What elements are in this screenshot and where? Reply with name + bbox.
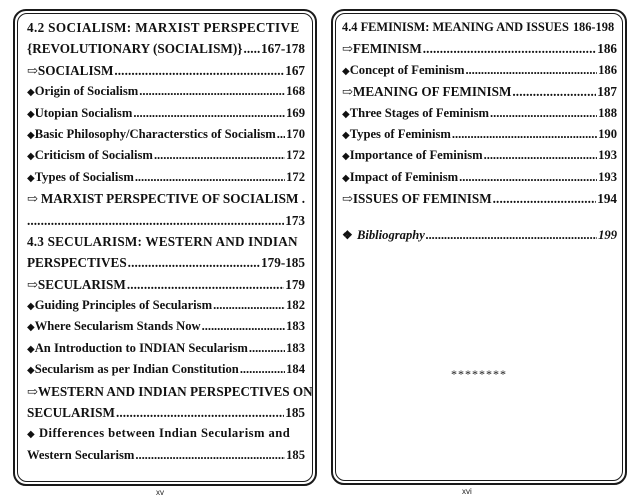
diamond-bullet-icon: ◆ <box>27 129 35 141</box>
section-4-2-subtitle-text: {REVOLUTIONARY (SOCIALISM)} <box>27 41 243 57</box>
toc-entry-page: 183 <box>286 319 305 334</box>
toc-entry-text: Basic Philosophy/Characterstics of Socialism <box>34 126 276 141</box>
diamond-bullet-icon: ◆ <box>342 129 350 141</box>
diamond-bullet-icon: ◆ <box>27 87 35 99</box>
toc-entry-page: 183 <box>286 340 305 355</box>
toc-entry-western-line2: SECULARISM . . . 185 <box>27 402 305 423</box>
dot-leader <box>135 167 285 188</box>
diamond-bullet-icon: ◆ <box>27 429 35 441</box>
toc-entry-text: An Introduction to INDIAN Secularism <box>34 340 248 355</box>
section-4-4-title: 4.4 FEMINISM: MEANING AND ISSUES 186-198 <box>342 17 617 38</box>
toc-entry-text: Importance of Feminism <box>349 148 483 163</box>
end-stars: ******** <box>451 367 507 381</box>
dot-leader <box>133 103 285 124</box>
hollow-right-arrow-icon: ⇨ <box>27 191 38 207</box>
toc-entry-page: 187 <box>597 84 617 100</box>
toc-entry-differences-text: Differences between Indian Secularism and <box>39 426 291 441</box>
toc-entry-page: 170 <box>286 126 305 141</box>
dot-leader <box>512 81 596 102</box>
toc-entry-r-3[interactable] <box>342 103 617 124</box>
toc-entry-a-5[interactable] <box>27 167 305 188</box>
toc-entry-differences-line2: Western Secularism . . . 185 <box>27 445 305 466</box>
dot-leader <box>202 316 285 337</box>
toc-entry-page: 188 <box>598 105 617 120</box>
toc-entry-text: Types of Feminism <box>349 126 451 141</box>
toc-entry-r-1[interactable] <box>342 60 617 81</box>
dot-leader <box>249 338 285 359</box>
toc-entry-text: SOCIALISM <box>37 62 114 78</box>
page-number-left: xv <box>156 488 164 497</box>
toc-entry-western-page: 185 <box>285 405 305 421</box>
toc-entry-bibliography[interactable] <box>342 225 617 246</box>
toc-entry-text: ISSUES OF FEMINISM <box>352 191 492 207</box>
toc-entry-marxist[interactable] <box>27 188 305 209</box>
dot-leader <box>135 445 285 466</box>
toc-entry-text: Concept of Feminism <box>349 62 465 77</box>
toc-entry-differences[interactable] <box>27 423 305 444</box>
diamond-bullet-icon: ◆ <box>27 151 35 163</box>
toc-entry-text: Criticism of Socialism <box>34 148 153 163</box>
section-4-3-subtitle-text: PERSPECTIVES <box>27 255 127 271</box>
toc-entry-bibliography-page: 199 <box>598 227 617 242</box>
toc-entry-page: 182 <box>286 298 305 313</box>
toc-entry-marxist-text: MARXIST PERSPECTIVE OF SOCIALISM . <box>40 191 305 207</box>
diamond-bullet-icon: ◆ <box>27 365 35 377</box>
toc-entry-r-0[interactable] <box>342 38 617 59</box>
toc-entry-a-1[interactable] <box>27 81 305 102</box>
diamond-bullet-icon: ◆ <box>27 172 35 184</box>
dot-leader <box>459 167 597 188</box>
toc-right-content <box>342 17 617 246</box>
toc-entry-bibliography-text: Bibliography <box>356 227 425 242</box>
diamond-bullet-icon: ◆ <box>342 172 350 184</box>
hollow-right-arrow-icon: ⇨ <box>342 41 353 57</box>
diamond-bullet-icon: ◆ <box>27 322 35 334</box>
dot-leader <box>426 225 597 246</box>
dot-leader <box>139 81 285 102</box>
dot-leader <box>484 145 597 166</box>
toc-list-a <box>27 60 305 188</box>
toc-entry-text: Origin of Socialism <box>34 84 139 99</box>
page-number-right: xvi <box>462 487 472 496</box>
hollow-right-arrow-icon: ⇨ <box>27 62 38 78</box>
toc-entry-western[interactable] <box>27 381 313 402</box>
diamond-bullet-icon: ◆ <box>342 65 350 77</box>
toc-entry-r-7[interactable] <box>342 188 617 209</box>
hollow-right-arrow-icon: ⇨ <box>342 191 353 207</box>
diamond-bullet-icon: ◆ <box>342 108 350 120</box>
toc-entry-a-3[interactable] <box>27 124 305 145</box>
section-4-4-pages: 186-198 <box>572 20 615 34</box>
toc-page-right <box>331 9 627 485</box>
toc-entry-page: 172 <box>286 148 305 163</box>
dot-leader <box>213 295 285 316</box>
toc-entry-page: 193 <box>598 148 617 163</box>
toc-entry-page: 194 <box>597 191 617 207</box>
dot-leader <box>493 188 597 209</box>
diamond-bullet-icon: ◆ <box>27 301 35 313</box>
toc-entry-page: 193 <box>598 169 617 184</box>
section-4-3-title: 4.3 SECULARISM: WESTERN AND INDIAN <box>27 233 298 249</box>
toc-entry-western-text: WESTERN AND INDIAN PERSPECTIVES ON <box>37 383 313 399</box>
toc-entry-text: MEANING OF FEMINISM <box>352 84 512 100</box>
section-4-2-subtitle <box>27 38 305 59</box>
toc-entry-marxist-page: 173 <box>285 212 305 228</box>
dot-leader <box>116 402 284 423</box>
dot-leader <box>423 38 596 59</box>
toc-entry-page: 179 <box>285 276 305 292</box>
toc-entry-b-1[interactable] <box>27 295 305 316</box>
toc-entry-page: 169 <box>286 105 305 120</box>
dot-leader <box>114 60 284 81</box>
dot-leader <box>465 60 597 81</box>
section-4-3-subtitle <box>27 252 305 273</box>
section-4-2-pages: 167-178 <box>261 41 305 57</box>
dot-leader <box>277 124 285 145</box>
toc-entry-text: Where Secularism Stands Now <box>34 319 201 334</box>
toc-list-b <box>27 274 305 381</box>
toc-entry-text: Impact of Feminism <box>349 169 459 184</box>
toc-entry-a-4[interactable] <box>27 145 305 166</box>
toc-entry-r-6[interactable] <box>342 167 617 188</box>
diamond-bullet-icon: ◆ <box>27 343 35 355</box>
toc-entry-page: 167 <box>285 62 305 78</box>
hollow-right-arrow-icon: ⇨ <box>342 84 353 100</box>
diamond-bullet-icon: ◆ <box>342 151 350 163</box>
toc-entry-page: 184 <box>286 362 305 377</box>
toc-entry-b-4[interactable] <box>27 359 305 380</box>
toc-entry-page: 168 <box>286 84 305 99</box>
toc-entry-b-2[interactable] <box>27 316 305 337</box>
toc-entry-a-0[interactable] <box>27 60 305 81</box>
toc-list-right <box>342 38 617 209</box>
diamond-bullet-icon: ◆ <box>27 108 35 120</box>
toc-entry-a-2[interactable] <box>27 103 305 124</box>
dot-leader <box>240 359 285 380</box>
toc-entry-text: FEMINISM <box>352 41 422 57</box>
toc-entry-page: 190 <box>598 126 617 141</box>
toc-entry-text: Utopian Socialism <box>34 105 133 120</box>
toc-entry-b-3[interactable] <box>27 338 305 359</box>
toc-entry-text: Secularism as per Indian Constitution <box>34 362 239 377</box>
dot-leader <box>27 210 284 231</box>
toc-left-content <box>27 17 313 466</box>
dot-leader <box>452 124 597 145</box>
toc-entry-page: 172 <box>286 169 305 184</box>
dot-leader <box>243 38 260 59</box>
four-diamond-ornament-icon: ❖ <box>342 227 353 242</box>
dot-leader <box>127 274 284 295</box>
toc-entry-page: 186 <box>598 62 617 77</box>
toc-page-left <box>13 9 317 486</box>
hollow-right-arrow-icon: ⇨ <box>27 383 38 399</box>
toc-entry-page: 186 <box>597 41 617 57</box>
toc-entry-text: Three Stages of Feminism <box>349 105 490 120</box>
dot-leader <box>154 145 285 166</box>
toc-entry-marxist-page-line <box>27 210 305 231</box>
toc-entry-text: Types of Socialism <box>34 169 134 184</box>
toc-entry-r-4[interactable] <box>342 124 617 145</box>
toc-entry-r-2[interactable] <box>342 81 617 102</box>
dot-leader <box>490 103 597 124</box>
toc-entry-b-0[interactable] <box>27 274 305 295</box>
toc-entry-text: Guiding Principles of Secularism <box>34 298 213 313</box>
section-4-3-pages: 179-185 <box>261 255 305 271</box>
hollow-right-arrow-icon: ⇨ <box>27 276 38 292</box>
toc-entry-r-5[interactable] <box>342 145 617 166</box>
section-4-2-title: 4.2 SOCIALISM: MARXIST PERSPECTIVE <box>27 20 300 35</box>
dot-leader <box>128 252 260 273</box>
toc-entry-differences-page: 185 <box>286 447 305 462</box>
toc-entry-text: SECULARISM <box>37 276 126 292</box>
